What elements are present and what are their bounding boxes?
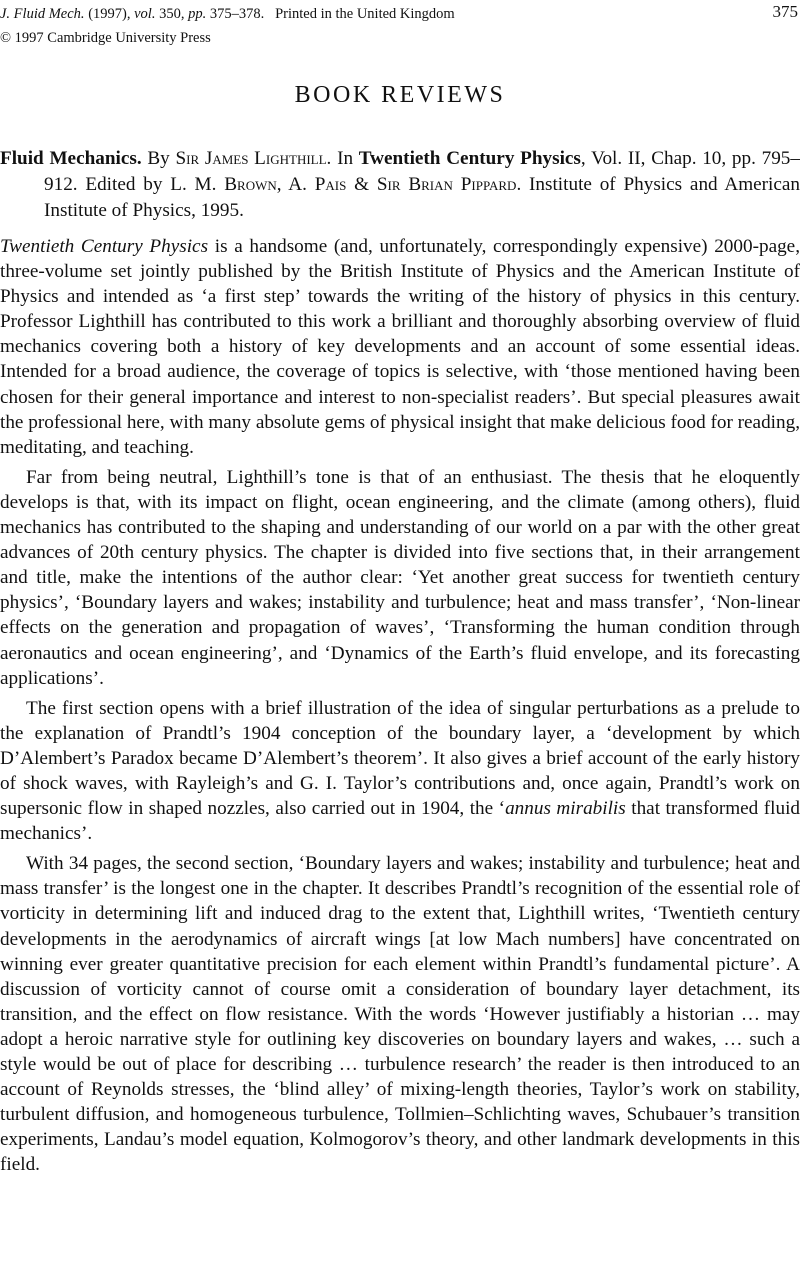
journal-citation-line <box>0 2 455 26</box>
editor-pais: Pais <box>314 174 347 195</box>
copyright-line: © 1997 Cambridge University Press <box>0 30 211 46</box>
volume-label: vol. <box>134 6 156 22</box>
in-label: . In <box>326 148 354 169</box>
pages-label: pp. <box>188 6 207 22</box>
editor-separator-2: & <box>354 174 370 195</box>
series-title: Twentieth Century Physics <box>358 148 581 169</box>
page-number: 375 <box>772 2 798 21</box>
page-range: 375–378. <box>209 6 265 22</box>
editor-brown: Brown <box>224 174 277 195</box>
paragraph-3-italic: annus mirabilis <box>505 798 626 820</box>
paragraph-2: Far from being neutral, Lighthill’s tone is that of an enthusiast. The thesis that he eloquently develops is that, with its impact on flight, ocean engineering, and the climate (among others), fluid mechanics has contributed to the shaping and understanding of our world on a par with the other great advances of 20th century physics. The chapter is divided into five sections that, in their arrangement and title, make the intentions of the author clear: ‘Yet another great success for twentieth century physics’, ‘Boundary layers and wakes; instability and turbulence; heat and mass transfer’, ‘Non-linear effects on the generation and propagation of waves’, ‘Transforming the human condition through aeronautics and ocean engineering’, and ‘Dynamics of the Earth’s fluid envelope, and its forecasting applications’. <box>0 466 800 689</box>
journal-year: (1997), <box>88 6 131 22</box>
section-title: BOOK REVIEWS <box>294 82 506 108</box>
paragraph-1-text: is a handsome (and, unfortunately, correspondingly expensive) 2000-page, three-volume set jointly published by the British Institute of Physics and the American Institute of Physics and intended as ‘a first step’ towards the writing of the history of physics in this century. Professor Lighthill has contributed to this work a brilliant and thoroughly absorbing overview of fluid mechanics covering both a history of key developments and an account of some essential ideas. Intended for a broad audience, the coverage of topics is selective, with ‘those mentioned having been chosen for their general importance and interest to non-specialist readers’. But special pleasures await the professional here, with many absolute gems of physical insight that make delicious food for reading, meditating, and teaching. <box>0 236 800 458</box>
paragraph-4: With 34 pages, the second section, ‘Boundary layers and wakes; instability and turbulence; heat and mass transfer’ is the longest one in the chapter. It describes Prandtl’s recognition of the essential role of vorticity in determining lift and induced drag to the extent that, Lighthill writes, ‘Twentieth century developments in the aerodynamics of aircraft wings [at low Mach numbers] have concentrated on winning ever greater quantitative precision for each element within Prandtl’s fundamental picture’. A discussion of vorticity cannot of course omit a consideration of boundary layer detachment, its transition, and the effect on flow resistance. With the words ‘However justifiably a historian … may adopt a heroic narrative style for outlining key discoveries on boundary layers and wakes, … such a style would be out of place for describing … turbulence research’ the reader is then introduced to an account of Reynolds stresses, the ‘blind alley’ of mixing-length theories, Taylor’s work on stability, turbulent diffusion, and homogeneous turbulence, Tollmien–Schlichting waves, Schubauer’s transition experiments, Landau’s model equation, Kolmogorov’s theory, and other landmark developments in this field. <box>0 853 800 1176</box>
editor-pippard: Sir Brian Pippard <box>376 174 517 195</box>
paragraph-3 <box>0 696 800 847</box>
paragraph-1-italic-title: Twentieth Century Physics <box>0 236 209 257</box>
by-label: By <box>147 148 170 169</box>
running-header <box>0 2 455 50</box>
printed-note: Printed in the United Kingdom <box>275 6 455 22</box>
book-title: Fluid Mechanics. <box>0 148 142 169</box>
paragraph-3-text-b: that transformed fluid mechanics’. <box>0 798 800 845</box>
review-body <box>0 234 800 1182</box>
volume-details: , Vol. II, Chap. 10, pp. 795–912. Edited by L. M. <box>44 148 800 195</box>
paragraph-3-text-a: The first section opens with a brief illustration of the idea of singular perturbations as a prelude to the explanation of Prandtl’s 1904 conception of the boundary layer, a ‘development by which D’Alembert’s Paradox became D’Alembert’s theorem’. It also gives a brief account of the early history of shock waves, with Rayleigh’s and G. I. Taylor’s contributions and, once again, Prandtl’s work on supersonic flow in shaped nozzles, also carried out in 1904, the ‘ <box>0 697 800 820</box>
editor-separator-1: , A. <box>276 174 307 195</box>
book-citation <box>0 146 800 224</box>
publisher-info: . Institute of Physics and American Institute of Physics, 1995. <box>44 174 800 221</box>
paragraph-1 <box>0 234 800 460</box>
book-author: Sir James Lighthill <box>175 148 327 169</box>
journal-name: J. Fluid Mech. <box>0 6 85 22</box>
volume-number: 350, <box>159 6 185 22</box>
